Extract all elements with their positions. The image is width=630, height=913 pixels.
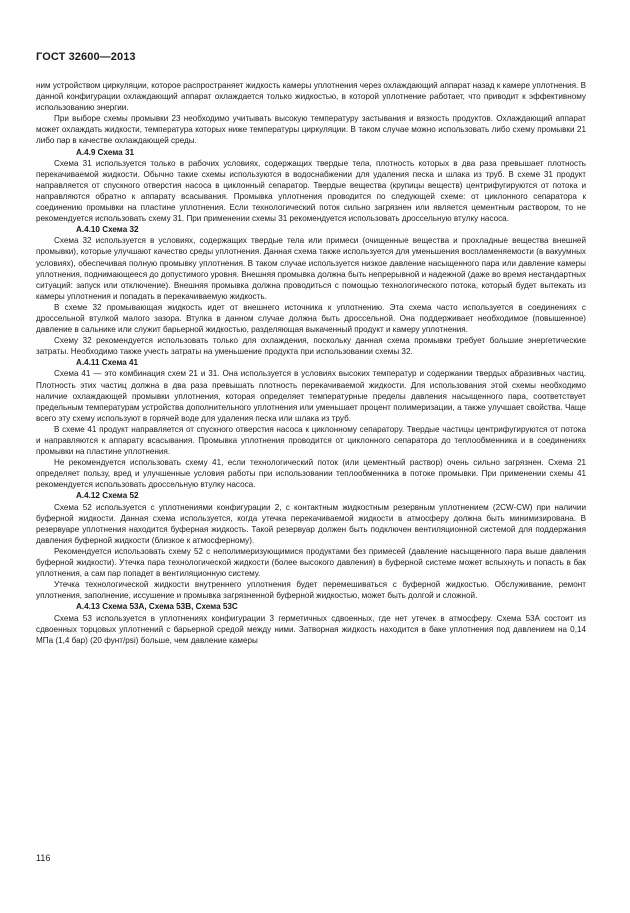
document-id: ГОСТ 32600—2013 bbox=[36, 51, 136, 63]
paragraph: Схема 31 используется только в рабочих условиях, содержащих твердые тела, плотность которых в два раза превышает плотность перекачиваемой жидкости. Обычно такие схемы используются в водоснабжении для удаления песка и шлака из труб. В схеме 31 продукт направляется от спускного отверстия насоса в циклонный сепаратор. Твердые вещества (крупицы веществ) центрифугируются от потока и направляются обратно к аппарату всасывания. Промывка уплотнения проводится по следующей схеме: от циклонного сепаратора к соединению промывки на пластине уплотнения. Если технологический поток сильно загрязнен или является цементным раствором, то не рекомендуется использовать схему 31. При применении схемы 31 рекомендуется использовать дроссельную втулку насоса. bbox=[36, 158, 586, 224]
paragraph: Утечка технологической жидкости внутреннего уплотнения будет перемешиваться с буферной жидкостью. Обслуживание, ремонт уплотнения, заполнение, иссушение и промывка загрязненной буферной жидкостью, может быть долгой и сложной. bbox=[36, 580, 586, 601]
paragraph: ним устройством циркуляции, которое распространяет жидкость камеры уплотнения через охлаждающий аппарат назад к камере уплотнения. В данной конфигурации охлаждающий аппарат охлаждается только жидкостью, в которой уплотнение работает, что приводит к эффективному использованию энергии. bbox=[36, 81, 586, 113]
paragraph: В схеме 32 промывающая жидкость идет от внешнего источника к уплотнению. Эта схема часто используется в соединениях с дроссельной втулкой малого зазора. Втулка в данном случае должна быть дроссельной. Она поддерживает необходимое (повышенное) давление в сальнике или служит барьерной жидкостью, разделяющая выкаченный продукт и камеру уплотнения. bbox=[36, 302, 586, 335]
paragraph: При выборе схемы промывки 23 необходимо учитывать высокую температуру застывания и вязкость продуктов. Охлаждающий аппарат может охлаждать жидкости, температура которых ниже температуры циркуляции. В таком случае можно использовать либо схему промывки 21 либо пар в качестве охлаждающей среды. bbox=[36, 114, 586, 146]
section-heading: А.4.9 Схема 31 bbox=[76, 147, 134, 157]
paragraph: Рекомендуется использовать схему 52 с неполимеризующимися продуктами без примесей (давление насыщенного пара выше давления буферной жидкости). Утечка пара технологической жидкости (более высокого давления) в буферной системе может вспыхнуть и попасть в бак уплотнения, а сам пар попадет в вентиляционную систему. bbox=[36, 546, 586, 579]
paragraph: В схеме 41 продукт направляется от спускного отверстия насоса к циклонному сепаратору. Твердые частицы центрифугируются от потока и направляются к аппарату всасывания. Промывка уплотнения проводится от циклонного сепаратора до теплообменника и в соединениях промывки на пластине уплотнения. bbox=[36, 424, 586, 457]
section-heading: А.4.13 Схема 53А, Схема 53В, Схема 53С bbox=[76, 602, 238, 612]
section-heading: А.4.12 Схема 52 bbox=[76, 491, 139, 501]
paragraph: Схема 53 используется в уплотнениях конфигурации 3 герметичных сдвоенных, где нет утечек в атмосферу. Схема 53А состоит из сдвоенных торцовых уплотнений с барьерной средой между ними. Затворная жидкость находится в баке уплотнения под давлением на 0,14 МПа (1,4 бар) (20 фунт/psi) больше, чем давление камеры bbox=[36, 613, 586, 645]
paragraph: Схема 41 — это комбинация схем 21 и 31. Она используется в условиях высоких температур и содержании твердых абразивных частиц. Плотность этих частиц должна в два раза превышать плотность перекачиваемой жидкости. Для использования этой схемы необходимо наличие охлаждающей промывки уплотнения, которая определяет температурные пределы давления насыщенного пара, соответствует предельным температурам устройства дополнительного уплотнения или уменьшает процент полимеризации, а также улучшает свойства. Чаще всего эту схему используют в горячей воде для удаления песка или шлака из труб. bbox=[36, 369, 586, 423]
document-header bbox=[36, 51, 136, 63]
document-body bbox=[36, 80, 586, 646]
paragraph: Схема 52 используется с уплотнениями конфигурации 2, с контактным жидкостным резервным уплотнением (2CW-CW) при наличии буферной жидкости. Данная схема используется, когда утечка перекачиваемой жидкости в атмосферу должна быть минимизирована. В резервуаре уплотнения находится буферная жидкость. Такой резервуар должен быть подключен вентиляционной системой для поддержания давления буферной жидкости (близкое к атмосферному). bbox=[36, 502, 586, 545]
section-heading: А.4.11 Схема 41 bbox=[76, 358, 139, 368]
page-number: 116 bbox=[36, 853, 51, 863]
section-heading: А.4.10 Схема 32 bbox=[76, 225, 139, 235]
paragraph: Схему 32 рекомендуется использовать только для охлаждения, поскольку данная схема промывки требует большие энергетические затраты. Необходимо также учесть затраты на уменьшение продукта при использовании схемы 32. bbox=[36, 336, 586, 357]
paragraph: Не рекомендуется использовать схему 41, если технологический поток (или цементный раствор) очень сильно загрязнен. Схема 21 определяет пользу, вред и улучшенные условия работы при использовании теплообменника в потоке промывки. При применении схемы 41 рекомендуется использовать дроссельную втулку насоса. bbox=[36, 458, 586, 490]
paragraph: Схема 32 используется в условиях, содержащих твердые тела или примеси (очищенные вещества и прохладные вещества внешней промывки), которые улучшают качество среды уплотнения. Данная схема также используется для уменьшения воспламеняемости (в вакуумных условиях), обеспечивая полную промывку уплотнения. В таком случае используется низкое давление насыщенного пара или давление камеры уплотнения, поднимающееся до допустимого уровня. Внешняя промывка должна быть непрерывной и надежной (даже во время нестандартных ситуаций: запуск или отключение). Внешняя промывка должна проводиться с помощью технологического потока, который будет вытекать из камеры уплотнения и попадать в перекачиваемую жидкость. bbox=[36, 236, 586, 301]
